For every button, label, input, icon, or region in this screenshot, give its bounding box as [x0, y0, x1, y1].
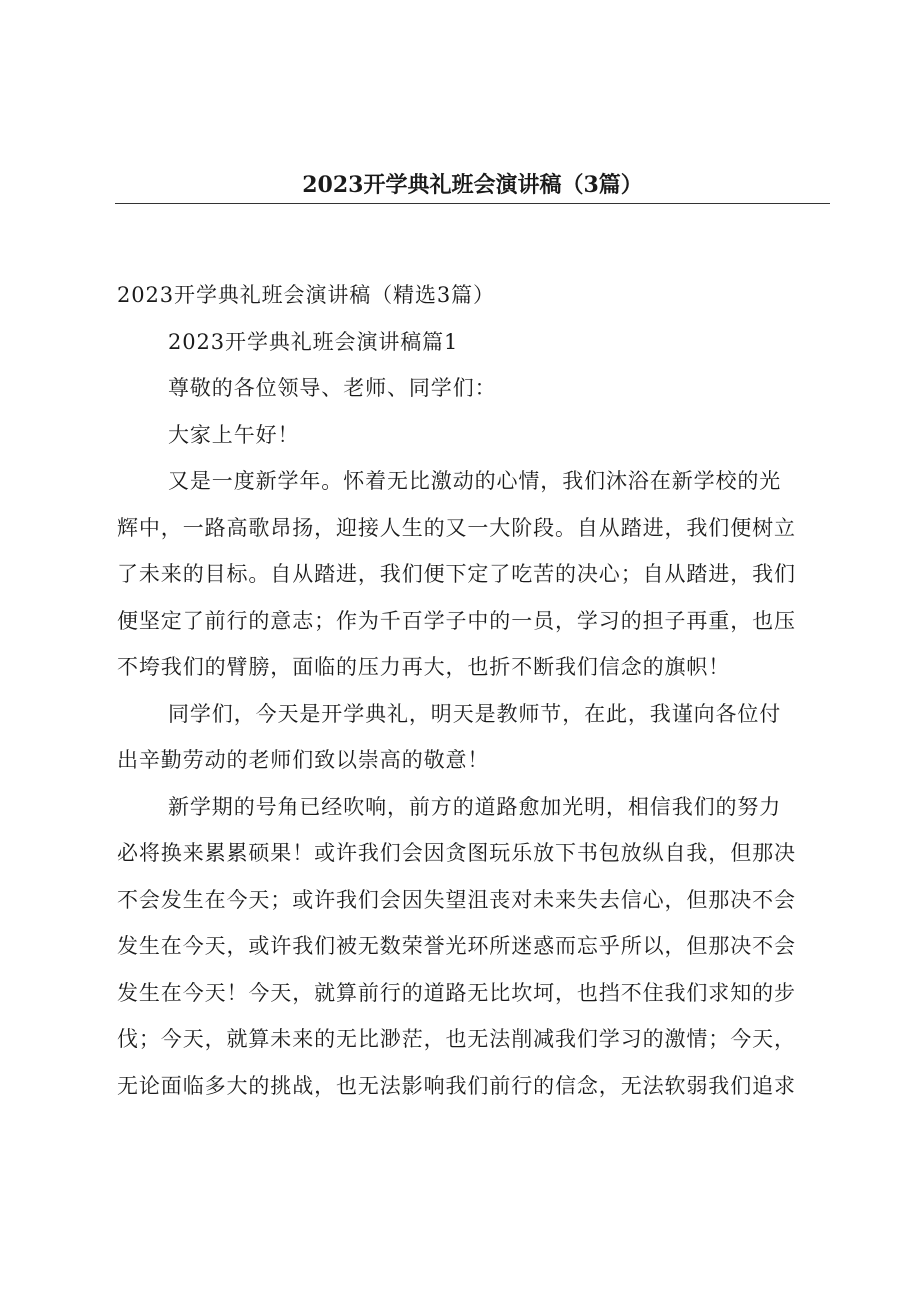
paragraph-line: 便坚定了前行的意志；作为千百学子中的一员，学习的担子再重，也压: [117, 608, 796, 633]
paragraph-line: 同学们，今天是开学典礼，明天是教师节，在此，我谨向各位付: [168, 701, 782, 726]
salutation: 尊敬的各位领导、老师、同学们：: [168, 376, 497, 400]
document-title: 2023开学典礼班会演讲稿（3篇）: [302, 172, 643, 198]
greeting: 大家上午好！: [168, 422, 300, 447]
paragraph-line: 了未来的目标。自从踏进，我们便下定了吃苦的决心；自从踏进，我们: [117, 562, 796, 586]
paragraph-line: 必将换来累累硕果！或许我们会因贪图玩乐放下书包放纵自我，但那决: [117, 841, 796, 865]
paragraph-2: [117, 691, 829, 784]
paragraph-line: 新学期的号角已经吹响，前方的道路愈加光明，相信我们的努力: [168, 794, 782, 819]
title-underline: [115, 203, 830, 204]
paragraph-line: 无论面临多大的挑战，也无法影响我们前行的信念，无法软弱我们追求: [117, 1073, 796, 1098]
paragraph-line: 辉中，一路高歌昂扬，迎接人生的又一大阶段。自从踏进，我们便树立: [117, 515, 796, 540]
paragraph-line: 发生在今天！今天，就算前行的道路无比坎坷，也挡不住我们求知的步: [117, 980, 796, 1005]
paragraph-line: 不会发生在今天；或许我们会因失望沮丧对未来失去信心，但那决不会: [117, 887, 796, 912]
paragraph-line: 又是一度新学年。怀着无比激动的心情，我们沐浴在新学校的光: [168, 469, 782, 493]
paragraph-3: [117, 784, 829, 1110]
paragraph-line: 伐；今天，就算未来的无比渺茫，也无法削减我们学习的激情；今天，: [117, 1027, 796, 1051]
paragraph-line: 出辛勤劳动的老师们致以崇高的敬意！: [117, 748, 490, 772]
paragraph-line: 不垮我们的臂膀，面临的压力再大，也折不断我们信念的旗帜！: [117, 655, 731, 679]
paragraph-line: 发生在今天，或许我们被无数荣誉光环所迷惑而忘乎所以，但那决不会: [117, 934, 796, 958]
document-body: [117, 272, 829, 1109]
paragraph-1: [117, 458, 829, 691]
document-subtitle: 2023开学典礼班会演讲稿（精选3篇）: [117, 283, 495, 307]
section-heading: 2023开学典礼班会演讲稿篇1: [168, 329, 459, 354]
